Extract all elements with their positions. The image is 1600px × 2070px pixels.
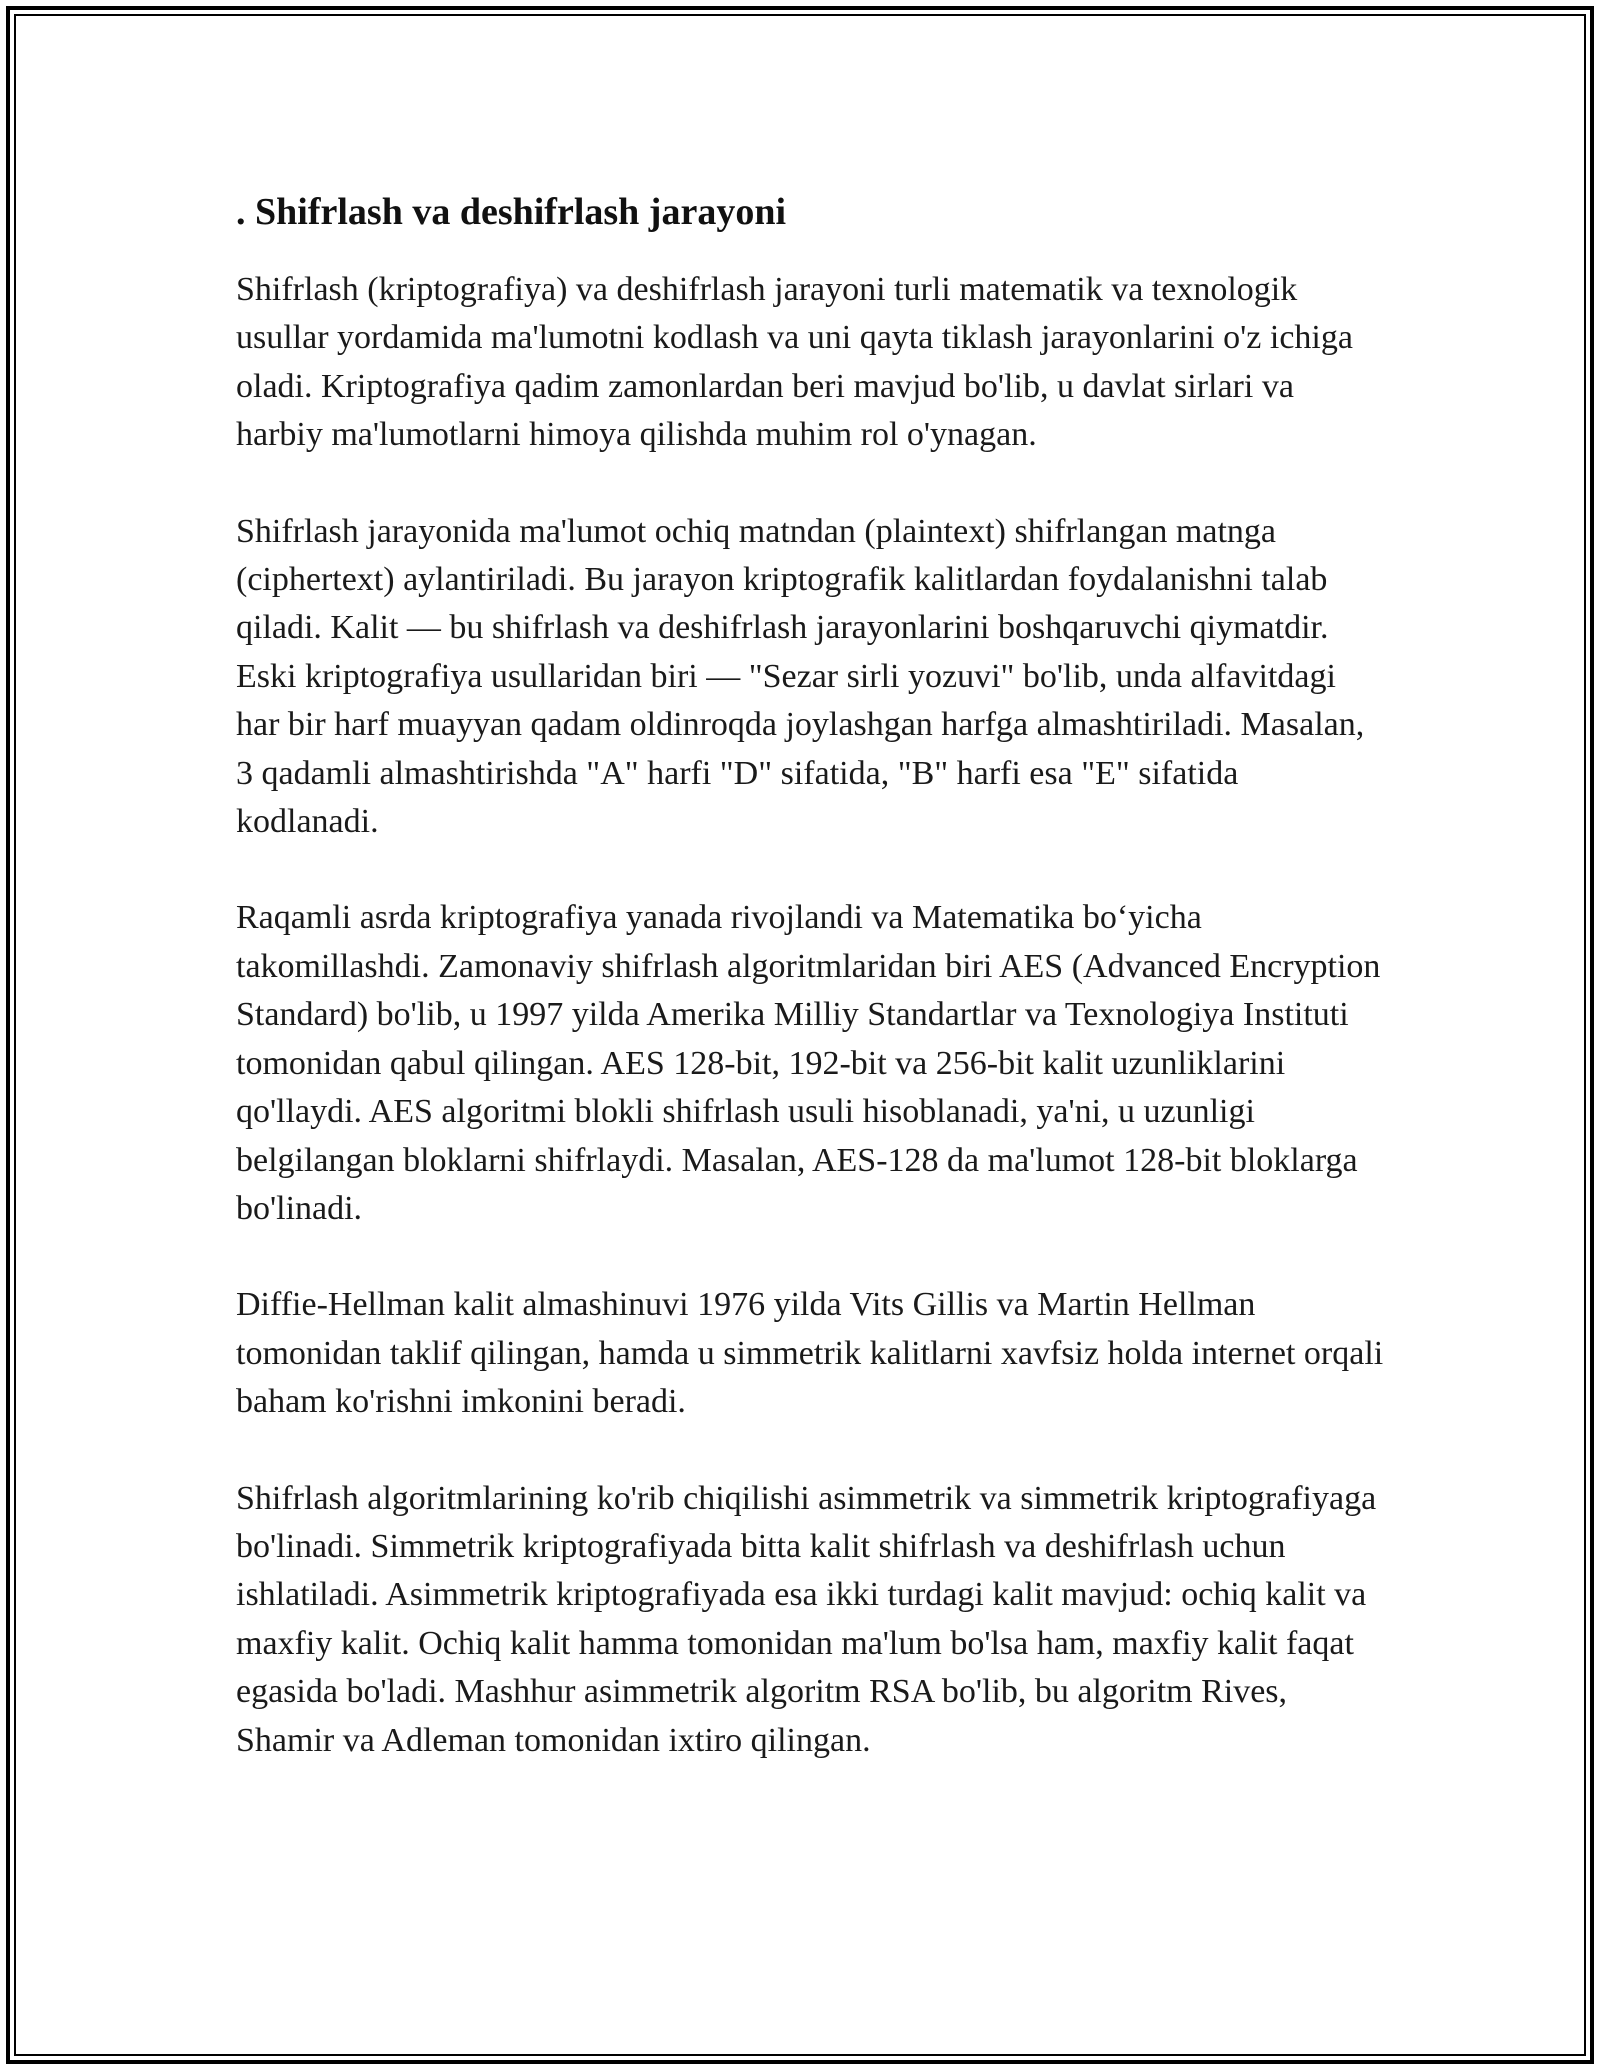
paragraph-aes: Raqamli asrda kriptografiya yanada rivojlandi va Matematika bo‘yicha takomillashdi. Zamonaviy shifrlash algoritmlaridan biri AES (Advanced Encryption Standard) bo'lib, u 1997 yilda Amerika Milliy Standartlar va Texnologiya Instituti tomonidan qabul qilingan. AES 128-bit, 192-bit va 256-bit kalit uzunliklarini qo'llaydi. AES algoritmi blokli shifrlash usuli hisoblanadi, ya'ni, u uzunligi belgilangan bloklarni shifrlaydi. Masalan, AES-128 da ma'lumot 128-bit bloklarga bo'linadi. <box>236 899 1381 1227</box>
paragraph-symmetric-asymmetric: Shifrlash algoritmlarining ko'rib chiqilishi asimmetrik va simmetrik kriptografiyaga bo'linadi. Simmetrik kriptografiyada bitta kalit shifrlash va deshifrlash uchun ishlatiladi. Asimmetrik kriptografiyada esa ikki turdagi kalit mavjud: ochiq kalit va maxfiy kalit. Ochiq kalit hamma tomonidan ma'lum bo'lsa ham, maxfiy kalit faqat egasida bo'ladi. Mashhur asimmetrik algoritm RSA bo'lib, bu algoritm Rives, Shamir va Adleman tomonidan ixtiro qilingan. <box>236 1479 1377 1759</box>
document-title: . Shifrlash va deshifrlash jarayoni <box>236 191 787 233</box>
paragraph-intro: Shifrlash (kriptografiya) va deshifrlash jarayoni turli matematik va texnologik usullar yordamida ma'lumotni kodlash va uni qayta tiklash jarayonlarini o'z ichiga oladi. Kriptografiya qadim zamonlardan beri mavjud bo'lib, u davlat sirlari va harbiy ma'lumotlarni himoya qilishda muhim rol o'ynagan. <box>236 271 1353 454</box>
paragraph-diffie-hellman: Diffie-Hellman kalit almashinuvi 1976 yilda Vits Gillis va Martin Hellman tomonidan taklif qilingan, hamda u simmetrik kalitlarni xavfsiz holda internet orqali baham ko'rishni imkonini beradi. <box>236 1286 1384 1421</box>
paragraph-encryption-process: Shifrlash jarayonida ma'lumot ochiq matndan (plaintext) shifrlangan matnga (ciphertext) aylantiriladi. Bu jarayon kriptografik kalitlardan foydalanishni talab qiladi. Kalit — bu shifrlash va deshifrlash jarayonlarini boshqaruvchi qiymatdir. Eski kriptografiya usullaridan biri — "Sezar sirli yozuvi" bo'lib, unda alfavitdagi har bir harf muayyan qadam oldinroqda joylashgan harfga almashtiriladi. Masalan, 3 qadamli almashtirishda "A" harfi "D" sifatida, "B" harfi esa "E" sifatida kodlanadi. <box>236 512 1365 841</box>
document-body <box>236 186 1386 1813</box>
